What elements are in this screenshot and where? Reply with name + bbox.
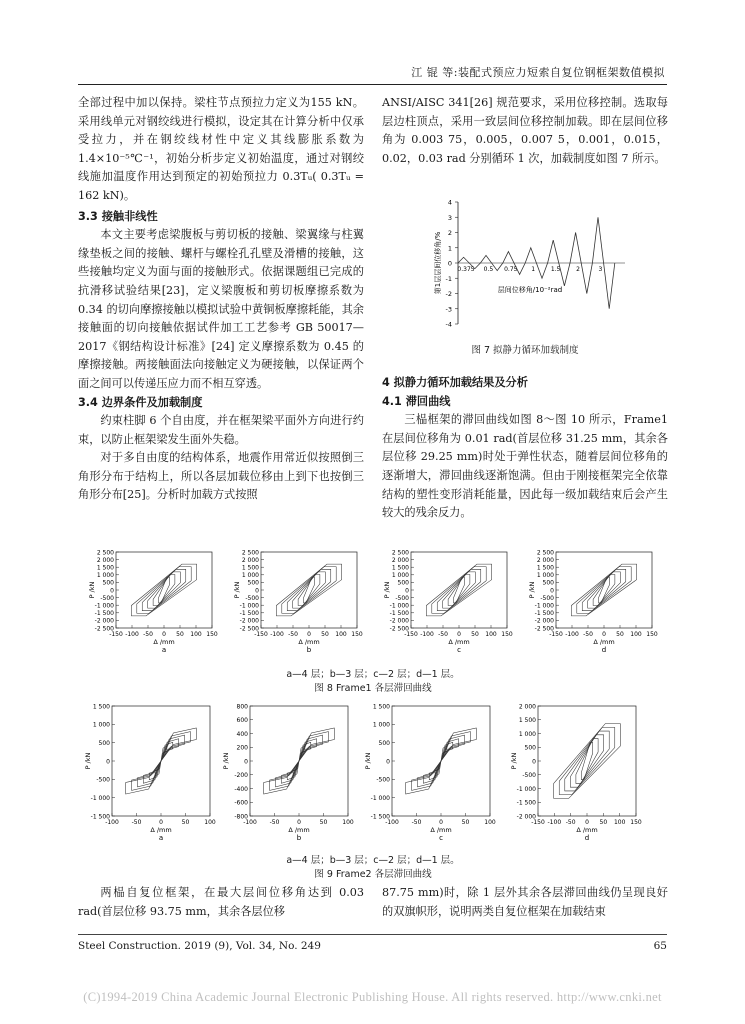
ytick-label: 2 500 (96, 550, 114, 557)
fig7-amplitude-label: 0.75 (504, 266, 518, 273)
ytick-label: 1 000 (92, 721, 110, 729)
xlabel: Δ /mm (288, 826, 310, 834)
fig7-ytick-label: 3 (447, 213, 452, 222)
ytick-label: -2 000 (389, 617, 409, 625)
hysteresis-loop (571, 564, 636, 616)
ytick-label: -500 (100, 594, 114, 602)
journal-footer: Steel Construction. 2019 (9), Vol. 34, No. 249 (78, 940, 321, 952)
plot-frame (411, 552, 507, 628)
plot-frame (116, 552, 212, 628)
fig8-panel-c (383, 550, 513, 654)
ytick-label: -500 (96, 776, 110, 784)
ytick-label: 2 500 (536, 550, 554, 557)
hysteresis-loop (432, 567, 486, 614)
panel-letter: d (601, 646, 607, 654)
xtick-label: 150 (646, 631, 658, 638)
paragraph-flag-shape: 87.75 mm)时，除 1 层外其余各层滞回曲线仍呈现良好的双旗帜形，说明两类自复位框架在加载结束 (382, 886, 668, 918)
hysteresis-loop (276, 564, 341, 616)
ytick-label: 2 500 (241, 550, 259, 557)
footer-rule (78, 934, 667, 935)
ylabel: P /kN (528, 581, 536, 599)
xtick-label: -100 (105, 819, 119, 826)
xtick-label: 100 (613, 819, 626, 826)
ytick-label: 500 (247, 579, 259, 587)
xlabel: Δ /mm (430, 826, 452, 834)
ytick-label: -500 (245, 594, 259, 602)
xlabel: Δ /mm (593, 638, 615, 646)
bottom-left-column (78, 884, 364, 921)
xtick-label: 50 (461, 819, 470, 826)
xtick-label: 50 (181, 819, 190, 826)
ytick-label: -1 500 (90, 813, 110, 821)
ytick-label: -2 500 (94, 625, 114, 633)
xtick-label: 100 (485, 631, 497, 638)
section-4-1-heading: 4.1 滞回曲线 (382, 394, 451, 408)
xtick-label: -150 (549, 631, 563, 638)
paragraph-contact: 本文主要考虑梁腹板与剪切板的接触、梁翼缘与柱翼缘垫板之间的接触、螺杆与螺栓孔孔壁及滑槽的接触，这些接触均定义为面与面的接触形式。依据课题组已完成的抗滑移试验结果[23]，定义梁腹板和剪切板摩擦系数为 0.34 的切向摩擦接触以模拟试验中黄铜板摩擦耗能，其余接触面的切向接触依据试件加工工艺参考 GB 50017—2017《钢结构设计标准》[24] 定义摩擦系数为 0.45 的摩擦接触。两接触面法向接触定义为硬接触，以保证两个面之间可以传递压应力而不相互穿透。 (78, 228, 364, 390)
hysteresis-loop (406, 728, 477, 794)
xtick-label: -100 (125, 631, 139, 638)
hysteresis-loop (426, 564, 491, 616)
ylabel: P /kN (88, 581, 96, 599)
fig7-amplitude-label: 3 (598, 266, 603, 273)
xtick-label: -100 (385, 819, 399, 826)
panel-letter: b (296, 834, 302, 842)
figure-9 (78, 704, 668, 846)
ytick-label: -1 000 (389, 602, 409, 610)
xtick-label: 50 (176, 631, 184, 638)
xtick-label: -50 (288, 631, 298, 638)
xtick-label: 0 (307, 631, 311, 638)
ytick-label: -1 500 (239, 610, 259, 618)
xtick-label: 100 (204, 819, 216, 826)
figure-8-caption: 图 8 Frame1 各层滞回曲线 (314, 683, 432, 694)
xtick-label: -150 (109, 631, 123, 638)
xtick-label: 150 (630, 819, 642, 826)
hysteresis-loop (264, 728, 335, 794)
ytick-label: 1 500 (96, 564, 114, 572)
ytick-label: 600 (236, 717, 248, 725)
fig9-panel-b (222, 704, 354, 842)
ytick-label: 500 (102, 579, 114, 587)
ytick-label: 1 500 (241, 564, 259, 572)
ytick-label: 1 500 (92, 704, 110, 711)
ytick-label: 200 (236, 744, 248, 752)
hysteresis-loop (131, 564, 196, 616)
hysteresis-loop (137, 567, 191, 614)
xtick-label: -100 (270, 631, 284, 638)
ytick-label: -1 500 (534, 610, 554, 618)
ytick-label: 0 (386, 758, 390, 766)
fig7-ytick-label: 0 (447, 259, 452, 268)
ytick-label: -500 (540, 594, 554, 602)
ylabel: P /kN (84, 752, 92, 770)
ytick-label: -1 000 (90, 794, 110, 802)
hysteresis-loop (577, 567, 631, 614)
xlabel: Δ /mm (448, 638, 470, 646)
ylabel: P /kN (222, 752, 230, 770)
ytick-label: -1 500 (389, 610, 409, 618)
panel-letter: d (584, 834, 590, 842)
ylabel: P /kN (233, 581, 241, 599)
ytick-label: 1 000 (391, 572, 409, 580)
right-column-top (382, 94, 668, 168)
right-column-sec4 (382, 374, 668, 523)
fig7-ytick-label: -4 (445, 320, 452, 329)
ytick-label: 0 (532, 758, 536, 766)
xtick-label: 150 (206, 631, 218, 638)
copyright-line: (C)1994-2019 China Academic Journal Electronic Publishing House. All rights reserved. http://www.cnki.net (83, 990, 662, 1004)
ylabel: P /kN (510, 752, 518, 770)
ytick-label: -1 500 (516, 799, 536, 807)
ytick-label: -1 500 (94, 610, 114, 618)
ytick-label: 1 500 (372, 704, 390, 711)
xtick-label: -50 (565, 819, 576, 826)
ytick-label: -2 000 (94, 617, 114, 625)
ytick-label: -2 500 (239, 625, 259, 633)
xtick-label: 50 (321, 631, 329, 638)
ytick-label: -500 (395, 594, 409, 602)
ytick-label: -2 000 (516, 813, 536, 821)
ytick-label: 2 000 (518, 704, 536, 711)
ytick-label: 0 (405, 587, 409, 595)
fig7-ylabel: 第1层层间位移角/% (434, 231, 442, 295)
hysteresis-loop (554, 724, 621, 799)
xtick-label: 0 (602, 631, 606, 638)
fig7-ytick-label: -3 (445, 305, 452, 314)
ytick-label: -600 (234, 799, 248, 807)
xtick-label: -50 (131, 819, 142, 826)
fig7-amplitude-label: 0.5 (483, 266, 494, 273)
ytick-label: 1 000 (518, 730, 536, 738)
xtick-label: -150 (531, 819, 545, 826)
fig9-panel-d (510, 704, 642, 842)
panel-letter: a (161, 646, 167, 654)
hysteresis-loop (576, 739, 598, 784)
ytick-label: -200 (234, 772, 248, 780)
xtick-label: 0 (457, 631, 461, 638)
ytick-label: -1 000 (370, 794, 390, 802)
paragraph-loading: 对于多自由度的结构体系，地震作用常近似按照倒三角形分布于结构上，所以各层加载位移由上到下也按倒三角形分布[25]。分析时加载方式按照 (78, 451, 364, 502)
panel-letter: c (439, 834, 443, 842)
ytick-label: 0 (244, 758, 248, 766)
ytick-label: -2 500 (389, 625, 409, 633)
ytick-label: -1 000 (516, 785, 536, 793)
xtick-label: -50 (583, 631, 593, 638)
xlabel: Δ /mm (576, 826, 598, 834)
xtick-label: 50 (599, 819, 608, 826)
hysteresis-loop (559, 727, 615, 794)
xtick-label: 50 (616, 631, 624, 638)
ytick-label: 0 (106, 758, 110, 766)
ytick-label: -800 (234, 813, 248, 821)
xtick-label: 100 (484, 819, 496, 826)
fig7-amplitude-label: 0.375 (457, 266, 475, 273)
ytick-label: 0 (255, 587, 259, 595)
fig9-panel-c (364, 704, 496, 842)
xtick-label: -50 (438, 631, 448, 638)
section-3-3-heading: 3.3 接触非线性 (78, 209, 158, 223)
ytick-label: -2 500 (534, 625, 554, 633)
fig8-panel-b (233, 550, 363, 654)
section-4-heading: 4 拟静力循环加载结果及分析 (382, 376, 528, 389)
ytick-label: 1 000 (241, 572, 259, 580)
paragraph-aisc: ANSI/AISC 341[26] 规范要求，采用位移控制。选取每层边柱顶点，采用一致层间位移控制加载。即在层间位移角为 0.003 75，0.005，0.007 5，0.001，0.015，0.02，0.03 rad 分别循环 1 次，加载制度如图 7 所示。 (382, 96, 668, 165)
ytick-label: 2 000 (241, 556, 259, 564)
page-number: 65 (653, 940, 667, 952)
ytick-label: 0 (550, 587, 554, 595)
ytick-label: 1 500 (536, 564, 554, 572)
paragraph-prestress: 全部过程中加以保持。梁柱节点预拉力定义为155 kN。采用线单元对钢绞线进行模拟，设定其在计算分析中仅承受拉力，并在钢绞线材性中定义其线膨胀系数为 1.4×10⁻⁵℃⁻¹，初始分析步定义初始温度，通过对钢绞线施加温度作用达到预定的初始预拉力 0.3Tᵤ( 0.3Tᵤ = 162 kN)。 (78, 96, 364, 202)
xtick-label: -100 (547, 819, 562, 826)
xtick-label: -50 (143, 631, 153, 638)
fig7-amplitude-label: 1.5 (550, 266, 561, 273)
xlabel: Δ /mm (298, 638, 320, 646)
fig7-xlabel: 层间位移角/10⁻²rad (497, 286, 563, 294)
ytick-label: 1 000 (536, 572, 554, 580)
paragraph-boundary: 约束柱脚 6 个自由度，并在框架梁平面外方向进行约束，以防止框架梁发生面外失稳。 (78, 414, 364, 446)
ytick-label: 2 500 (391, 550, 409, 557)
ytick-label: 500 (378, 739, 390, 747)
xtick-label: 50 (319, 819, 328, 826)
plot-frame (538, 706, 636, 816)
xtick-label: -150 (404, 631, 418, 638)
ytick-label: 800 (236, 704, 248, 711)
left-column (78, 94, 364, 505)
ytick-label: -500 (522, 772, 536, 780)
fig8-panel-d (528, 550, 658, 654)
xtick-label: 50 (471, 631, 479, 638)
xlabel: Δ /mm (150, 826, 172, 834)
paragraph-hysteresis: 三榀框架的滞回曲线如图 8～图 10 所示，Frame1 在层间位移角为 0.01 rad(首层位移 31.25 mm，其余各层位移 29.25 mm)时处于弹性状态，随着层间位移角的逐渐增大，滞回曲线逐渐饱满。但由于刚接框架完全依靠结构的塑性变形消耗能量，因此每一级加载结束后会产生较大的残余反力。 (382, 413, 668, 520)
figure-8-legend: a—4 层；b—3 层；c—2 层；d—1 层。 (286, 669, 460, 680)
ytick-label: 500 (524, 744, 536, 752)
xtick-label: 0 (585, 819, 589, 826)
fig8-panel-a (88, 550, 218, 654)
xtick-label: 0 (159, 819, 163, 826)
figure-7-caption: 图 7 拟静力循环加载制度 (471, 345, 579, 356)
xtick-label: 100 (342, 819, 354, 826)
ytick-label: 1 000 (372, 721, 390, 729)
xtick-label: 100 (630, 631, 642, 638)
fig7-ytick-label: -1 (445, 274, 452, 283)
ylabel: P /kN (364, 752, 372, 770)
ytick-label: 500 (397, 579, 409, 587)
xtick-label: -100 (420, 631, 434, 638)
ylabel: P /kN (383, 581, 391, 599)
xtick-label: 0 (162, 631, 166, 638)
fig7-ytick-label: 1 (447, 244, 452, 253)
panel-letter: c (457, 646, 461, 654)
ytick-label: -1 500 (370, 813, 390, 821)
xtick-label: 100 (190, 631, 202, 638)
header-rule (78, 84, 667, 85)
xtick-label: -50 (269, 819, 280, 826)
fig7-ytick-label: 4 (447, 198, 452, 207)
ytick-label: 0 (110, 587, 114, 595)
figure-8 (78, 550, 668, 660)
figure-9-caption: 图 9 Frame2 各层滞回曲线 (314, 869, 432, 880)
running-header: 江 锟 等:装配式预应力短索自复位钢框架数值模拟 (411, 66, 665, 79)
ytick-label: 2 000 (536, 556, 554, 564)
ytick-label: -1 000 (534, 602, 554, 610)
panel-letter: b (306, 646, 312, 654)
xtick-label: 150 (501, 631, 513, 638)
fig7-amplitude-label: 2 (576, 266, 580, 273)
xtick-label: 0 (297, 819, 301, 826)
xtick-label: -150 (254, 631, 268, 638)
bottom-right-column (382, 884, 668, 921)
xtick-label: -50 (411, 819, 422, 826)
ytick-label: 1 000 (96, 572, 114, 580)
ytick-label: 2 000 (391, 556, 409, 564)
ytick-label: 500 (542, 579, 554, 587)
fig9-panel-a (84, 704, 216, 842)
ytick-label: 2 000 (96, 556, 114, 564)
xtick-label: 150 (351, 631, 363, 638)
paragraph-self-centering: 两榀自复位框架，在最大层间位移角达到 0.03 rad(首层位移 93.75 mm，其余各层位移 (78, 886, 364, 918)
xtick-label: 100 (335, 631, 347, 638)
hysteresis-loop (126, 728, 197, 794)
fig7-ytick-label: -2 (445, 290, 452, 298)
ytick-label: 500 (98, 739, 110, 747)
ytick-label: -2 000 (239, 617, 259, 625)
plot-frame (556, 552, 652, 628)
panel-letter: a (158, 834, 164, 842)
fig7-amplitude-label: 1 (531, 266, 536, 273)
section-3-4-heading: 3.4 边界条件及加载制度 (78, 395, 203, 409)
xlabel: Δ /mm (153, 638, 175, 646)
ytick-label: 400 (236, 730, 248, 738)
figure-9-legend: a—4 层；b—3 层；c—2 层；d—1 层。 (286, 855, 460, 866)
ytick-label: -1 000 (239, 602, 259, 610)
hysteresis-loop (282, 567, 336, 614)
xtick-label: -100 (565, 631, 579, 638)
figure-7-loading-protocol (420, 194, 630, 334)
plot-frame (261, 552, 357, 628)
xtick-label: 0 (439, 819, 443, 826)
fig7-ytick-label: 2 (447, 229, 452, 237)
ytick-label: 1 500 (391, 564, 409, 572)
xtick-label: -100 (243, 819, 257, 826)
ytick-label: 1 500 (518, 717, 536, 725)
ytick-label: -2 000 (534, 617, 554, 625)
ytick-label: -400 (234, 785, 248, 793)
ytick-label: -500 (376, 776, 390, 784)
ytick-label: -1 000 (94, 602, 114, 610)
